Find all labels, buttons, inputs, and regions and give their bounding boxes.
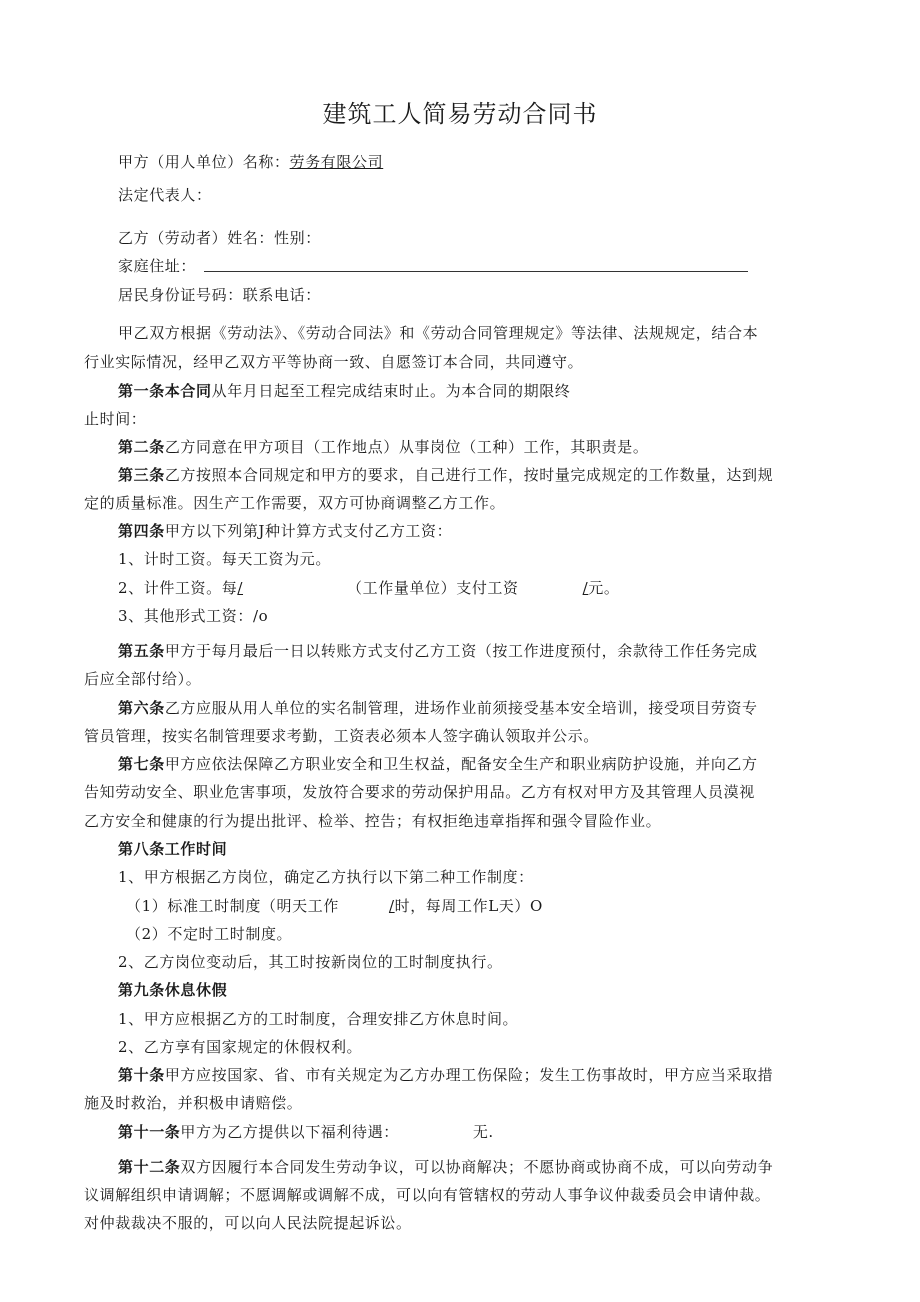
article-7 xyxy=(118,754,758,774)
article-12 xyxy=(118,1157,773,1177)
article-11-head: 第十一条 xyxy=(118,1123,181,1141)
party-b-name-gender: 乙方（劳动者）姓名：性别： xyxy=(118,229,321,247)
article-12-cont-2: 对仲裁裁决不服的，可以向人民法院提起诉讼。 xyxy=(84,1214,412,1232)
article-5-cont: 后应全部付给）。 xyxy=(84,670,202,688)
article-4-item-2-e: 元。 xyxy=(588,579,620,597)
article-7-text: 甲方应依法保障乙方职业安全和卫生权益，配备安全生产和职业病防护设施，并向乙方 xyxy=(164,755,758,773)
article-9-item-2: 2、乙方享有国家规定的休假权利。 xyxy=(118,1038,363,1056)
article-12-text: 双方因履行本合同发生劳动争议，可以协商解决；不愿协商或协商不成，可以向劳动争 xyxy=(180,1158,774,1176)
article-4-item-2-c: （工作量单位）支付工资 xyxy=(347,579,519,597)
article-4-head: 第四条 xyxy=(118,522,165,540)
article-7-cont-1: 告知劳动安全、职业危害事项，发放符合要求的劳动保护用品。乙方有权对甲方及其管理人员漠视 xyxy=(84,783,755,801)
article-3-cont: 定的质量标准。因生产工作需要，双方可协商调整乙方工作。 xyxy=(84,494,506,512)
piece-wage-blank: / xyxy=(582,579,589,597)
article-9-head xyxy=(118,980,227,1000)
party-b-id-phone: 居民身份证号码：联系电话： xyxy=(118,286,321,304)
article-10-head: 第十条 xyxy=(118,1066,165,1084)
article-9-title: 第九条休息休假 xyxy=(118,981,228,999)
article-5 xyxy=(118,641,758,661)
article-6 xyxy=(118,698,758,718)
article-11-text: 甲方为乙方提供以下福利待遇： xyxy=(180,1123,399,1141)
document-title: 建筑工人简易劳动合同书 xyxy=(322,100,598,128)
article-4-item-2 xyxy=(118,578,619,598)
article-3-text: 乙方按照本合同规定和甲方的要求，自己进行工作，按时量完成规定的工作数量，达到规 xyxy=(164,466,774,484)
article-8-item-1b: （2）不定时工时制度。 xyxy=(126,925,293,943)
article-4-item-1: 1、计时工资。每天工资为元。 xyxy=(118,550,331,568)
article-1 xyxy=(118,381,570,401)
party-a-line xyxy=(118,152,383,172)
article-8-head xyxy=(118,839,227,859)
party-b-address-label: 家庭住址： xyxy=(118,257,197,275)
article-1-text: 从年月日起至工程完成结束时止。为本合同的期限终 xyxy=(211,382,571,400)
article-4-item-2-a: 2、计件工资。每 xyxy=(118,579,238,597)
article-9-item-1: 1、甲方应根据乙方的工时制度，合理安排乙方休息时间。 xyxy=(118,1010,519,1028)
article-8-item-1a xyxy=(126,896,543,916)
article-6-text: 乙方应服从用人单位的实名制管理，进场作业前须接受基本安全培训，接受项目劳资专 xyxy=(164,699,758,717)
intro-line-1: 甲乙双方根据《劳动法》、《劳动合同法》和《劳动合同管理规定》等法律、法规规定，结合本 xyxy=(118,324,759,342)
article-5-head: 第五条 xyxy=(118,642,165,660)
article-2-head: 第二条 xyxy=(118,438,165,456)
article-7-cont-2: 乙方安全和健康的行为提出批评、检举、控告；有权拒绝违章指挥和强令冒险作业。 xyxy=(84,812,662,830)
article-6-head: 第六条 xyxy=(118,699,165,717)
article-10 xyxy=(118,1065,773,1085)
article-12-cont-1: 议调解组织申请调解；不愿调解或调解不成，可以向有管辖权的劳动人事争议仲裁委员会申请仲裁。 xyxy=(84,1186,771,1204)
party-a-name: 劳务有限公司 xyxy=(289,153,384,171)
piece-unit-blank: / xyxy=(237,579,244,597)
article-1-head: 第一条本合同 xyxy=(118,382,212,400)
article-3 xyxy=(118,465,773,485)
article-8-item-2: 2、乙方岗位变动后，其工时按新岗位的工时制度执行。 xyxy=(118,953,503,971)
address-underline xyxy=(204,271,748,272)
article-7-head: 第七条 xyxy=(118,755,165,773)
article-5-text: 甲方于每月最后一日以转账方式支付乙方工资（按工作进度预付，余款待工作任务完成 xyxy=(164,642,758,660)
daily-hours-blank: / xyxy=(388,897,395,915)
article-12-head: 第十二条 xyxy=(118,1158,181,1176)
article-10-cont: 施及时救治，并积极申请赔偿。 xyxy=(84,1094,303,1112)
article-8-title: 第八条工作时间 xyxy=(118,840,228,858)
article-2-text: 乙方同意在甲方项目（工作地点）从事岗位（工种）工作，其职责是。 xyxy=(164,438,649,456)
article-8-item-1a-c: 时，每周工作L天）O xyxy=(394,897,543,915)
article-3-head: 第三条 xyxy=(118,466,165,484)
benefits-value: 无. xyxy=(472,1123,494,1141)
article-8-item-1a-a: （1）标准工时制度（明天工作 xyxy=(126,897,339,915)
article-6-cont: 管员管理，按实名制管理要求考勤，工资表必须本人签字确认领取并公示。 xyxy=(84,727,599,745)
article-2 xyxy=(118,437,648,457)
article-4-item-3: 3、其他形式工资：/o xyxy=(118,607,269,625)
article-11 xyxy=(118,1122,494,1142)
party-a-label: 甲方（用人单位）名称： xyxy=(118,153,290,171)
article-10-text: 甲方应按国家、省、市有关规定为乙方办理工伤保险；发生工伤事故时，甲方应当采取措 xyxy=(164,1066,774,1084)
article-4 xyxy=(118,521,452,541)
article-1-cont: 止时间： xyxy=(84,410,147,428)
article-4-text: 甲方以下列第J种计算方式支付乙方工资： xyxy=(164,522,453,540)
article-8-item-1: 1、甲方根据乙方岗位，确定乙方执行以下第二种工作制度： xyxy=(118,868,534,886)
intro-line-2: 行业实际情况，经甲乙双方平等协商一致、自愿签订本合同，共同遵守。 xyxy=(84,353,584,371)
legal-rep: 法定代表人： xyxy=(118,186,212,204)
